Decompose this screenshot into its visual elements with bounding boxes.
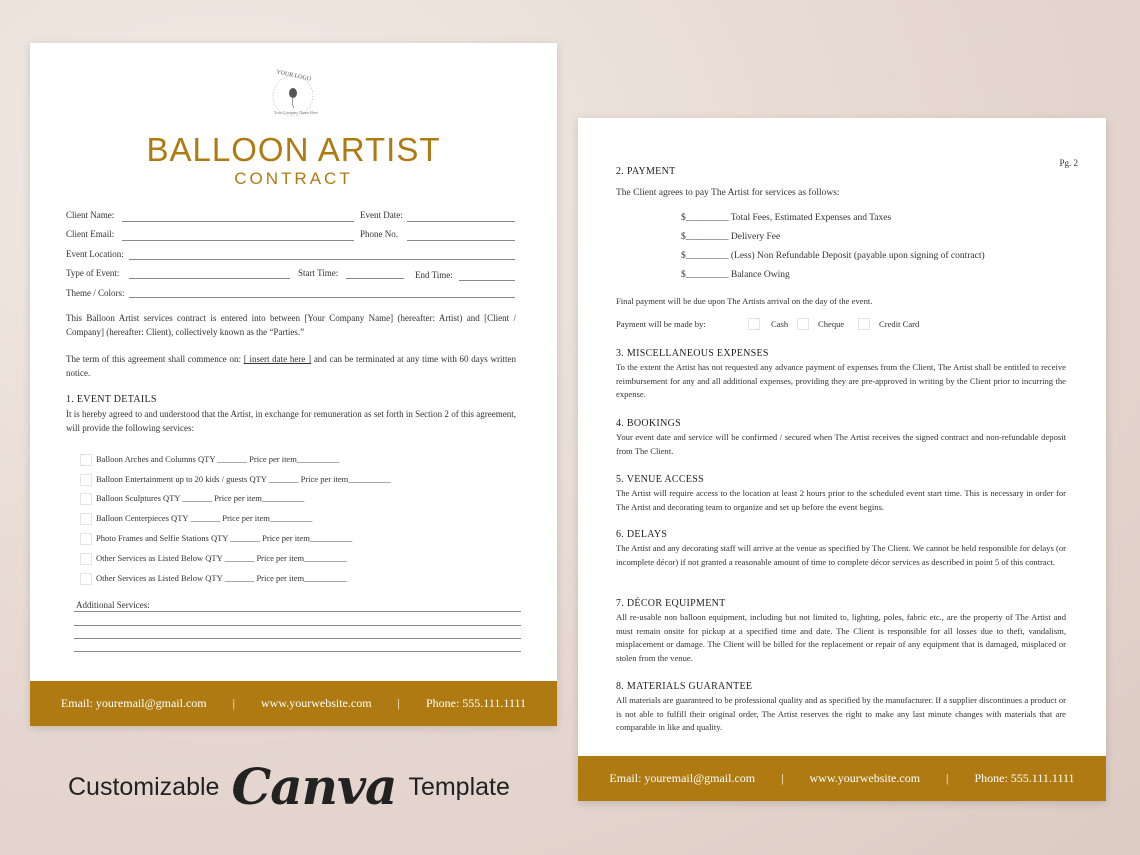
service-checkbox[interactable] — [80, 454, 92, 466]
service-item: Balloon Entertainment up to 20 kids / guests QTY _______ Price per item__________ — [96, 474, 391, 484]
additional-services-line[interactable] — [74, 651, 521, 652]
credit-card-checkbox[interactable] — [858, 318, 870, 330]
footer-separator: | — [781, 771, 784, 785]
start-time-field[interactable] — [346, 278, 404, 279]
event-details-body: It is hereby agreed to and understood that the Artist, in exchange for remuneration as set forth in Section 2 of this agreement, will provide the following services: — [66, 409, 516, 433]
document-subtitle: CONTRACT — [234, 169, 353, 188]
service-item: Balloon Arches and Columns QTY _______ Price per item__________ — [96, 454, 340, 464]
service-checkbox[interactable] — [80, 493, 92, 505]
phone-label: Phone No. — [360, 229, 398, 239]
phone-field[interactable] — [407, 240, 515, 241]
section-heading: 3. MISCELLANEOUS EXPENSES — [616, 348, 769, 359]
footer-separator: | — [946, 771, 949, 785]
section-heading: 8. MATERIALS GUARANTEE — [616, 681, 753, 692]
service-item: Other Services as Listed Below QTY _______ Price per item__________ — [96, 573, 347, 583]
page-number: Pg. 2 — [1059, 158, 1078, 168]
section-delays — [616, 529, 1066, 569]
logo-tagline: Your Company Name Here — [274, 110, 318, 115]
service-item: Other Services as Listed Below QTY _______ Price per item__________ — [96, 553, 347, 563]
client-name-label: Client Name: — [66, 210, 115, 220]
insert-date-placeholder[interactable]: [ insert date here ] — [243, 354, 312, 364]
type-of-event-label: Type of Event: — [66, 268, 120, 278]
footer-email: Email: youremail@gmail.com — [60, 696, 207, 710]
final-payment-note: Final payment will be due upon The Artists arrival on the day of the event. — [616, 296, 873, 306]
service-checkbox[interactable] — [80, 573, 92, 585]
cheque-label: Cheque — [818, 319, 845, 329]
theme-field[interactable] — [129, 297, 515, 298]
contract-page-2 — [578, 118, 1106, 801]
term-paragraph: The term of this agreement shall commence on: [ insert date here ] and can be terminated at any time with 60 days written notice. — [66, 354, 516, 378]
additional-services-line[interactable] — [74, 625, 521, 626]
section-body: The Artist and any decorating staff will arrive at the venue as specified by The Client. We cannot be held responsible for delays (or incomplete décor) if not granted a reasonable amount of time to complete décor services as described in point 5 of this contract. — [616, 543, 1066, 567]
section-body: To the extent the Artist has not requested any advance payment of expenses from the Client, The Artist shall be entitled to receive reimbursement for any and all additional expenses, providing they are pre-approved in writing by the Client prior to incurring the expense. — [616, 362, 1066, 400]
promo-banner — [68, 757, 510, 816]
event-location-label: Event Location: — [66, 249, 124, 259]
footer-website: www.yourwebsite.com — [261, 696, 372, 710]
service-item: Balloon Sculptures QTY _______ Price per item__________ — [96, 493, 305, 503]
event-date-label: Event Date: — [360, 210, 403, 220]
fee-line: $_________ (Less) Non Refundable Deposit (payable upon signing of contract) — [681, 251, 985, 261]
section-body: All materials are guaranteed to be professional quality and as specified by the manufacturer. If a supplier discontinues a product or is not able to fulfill their original order, The Artist reserves the right to make any last minute changes with materials that are comparable in like and quality. — [616, 695, 1066, 733]
start-time-label: Start Time: — [298, 268, 339, 278]
section-body: Your event date and service will be confirmed / secured when The Artist receives the signed contract and non-refundable deposit from The Client. — [616, 432, 1066, 456]
banner-right-text: Template — [408, 772, 510, 801]
section-decor-equipment — [616, 598, 1066, 665]
footer-email: Email: youremail@gmail.com — [609, 771, 756, 785]
additional-services-line[interactable] — [74, 638, 521, 639]
section-materials-guarantee — [616, 681, 1066, 735]
intro-paragraph: This Balloon Artist services contract is entered into between [Your Company Name] (hereafter: Artist) and [Client / Company] (hereafter: Client), collectively known as the “Parties.” — [66, 313, 516, 337]
payment-method-label: Payment will be made by: — [616, 319, 706, 329]
type-of-event-field[interactable] — [129, 278, 290, 279]
client-email-field[interactable] — [122, 240, 354, 241]
contract-page-1 — [30, 43, 557, 726]
section-heading: 5. VENUE ACCESS — [616, 474, 704, 485]
additional-services-label: Additional Services: — [76, 600, 150, 610]
footer-website: www.yourwebsite.com — [809, 771, 921, 785]
fee-line: $_________ Total Fees, Estimated Expenses and Taxes — [681, 213, 892, 223]
service-checkbox[interactable] — [80, 474, 92, 486]
footer-separator: | — [232, 696, 236, 710]
page1-footer — [30, 681, 557, 726]
section-venue-access — [616, 474, 1066, 514]
section-heading: 4. BOOKINGS — [616, 418, 681, 429]
service-item: Balloon Centerpieces QTY _______ Price per item__________ — [96, 513, 313, 523]
section-body: The Artist will require access to the location at least 2 hours prior to the scheduled event start time. This is necessary in order for The Artist and decorating team to organize and set up before the event begins. — [616, 488, 1066, 512]
footer-separator: | — [397, 696, 400, 710]
section-heading: 7. DÉCOR EQUIPMENT — [616, 598, 726, 609]
fee-line: $_________ Delivery Fee — [681, 232, 781, 242]
fee-line: $_________ Balance Owing — [681, 270, 790, 280]
section-bookings — [616, 418, 1066, 458]
section-body: All re-usable non balloon equipment, including but not limited to, lighting, poles, fabric etc., are the property of The Artist and must remain onsite for pickup at a specified time and date. The Client is responsible for all losses due to theft, vandalism, misplacement or damage. The Client will be billed for the replacement or repair of any equipment that is damaged, misplaced or stolen from the venue. — [616, 612, 1066, 663]
additional-services-line[interactable] — [74, 611, 521, 612]
end-time-field[interactable] — [459, 280, 515, 281]
cash-label: Cash — [771, 319, 789, 329]
service-item: Photo Frames and Selfie Stations QTY _______ Price per item__________ — [96, 533, 353, 543]
client-name-field[interactable] — [122, 221, 354, 222]
event-details-heading: 1. EVENT DETAILS — [66, 394, 157, 405]
client-email-label: Client Email: — [66, 229, 115, 239]
cheque-checkbox[interactable] — [797, 318, 809, 330]
logo-text: YOUR LOGO — [275, 69, 312, 83]
section-misc-expenses — [616, 348, 1066, 402]
end-time-label: End Time: — [415, 270, 453, 280]
event-location-field[interactable] — [129, 259, 515, 260]
cash-checkbox[interactable] — [748, 318, 760, 330]
banner-left-text: Customizable — [68, 772, 220, 801]
service-checkbox[interactable] — [80, 513, 92, 525]
event-date-field[interactable] — [407, 221, 515, 222]
payment-heading: 2. PAYMENT — [616, 166, 676, 177]
theme-label: Theme / Colors: — [66, 288, 125, 298]
credit-card-label: Credit Card — [879, 319, 920, 329]
page2-footer — [578, 756, 1106, 801]
service-checkbox[interactable] — [80, 533, 92, 545]
payment-intro: The Client agrees to pay The Artist for services as follows: — [616, 188, 840, 198]
section-heading: 6. DELAYS — [616, 529, 668, 540]
document-title: BALLOON ARTIST — [146, 131, 441, 168]
footer-phone: Phone: 555.111.1111 — [425, 696, 527, 710]
canva-logo: Canva — [231, 757, 397, 816]
service-checkbox[interactable] — [80, 553, 92, 565]
footer-phone: Phone: 555.111.1111 — [974, 771, 1075, 785]
